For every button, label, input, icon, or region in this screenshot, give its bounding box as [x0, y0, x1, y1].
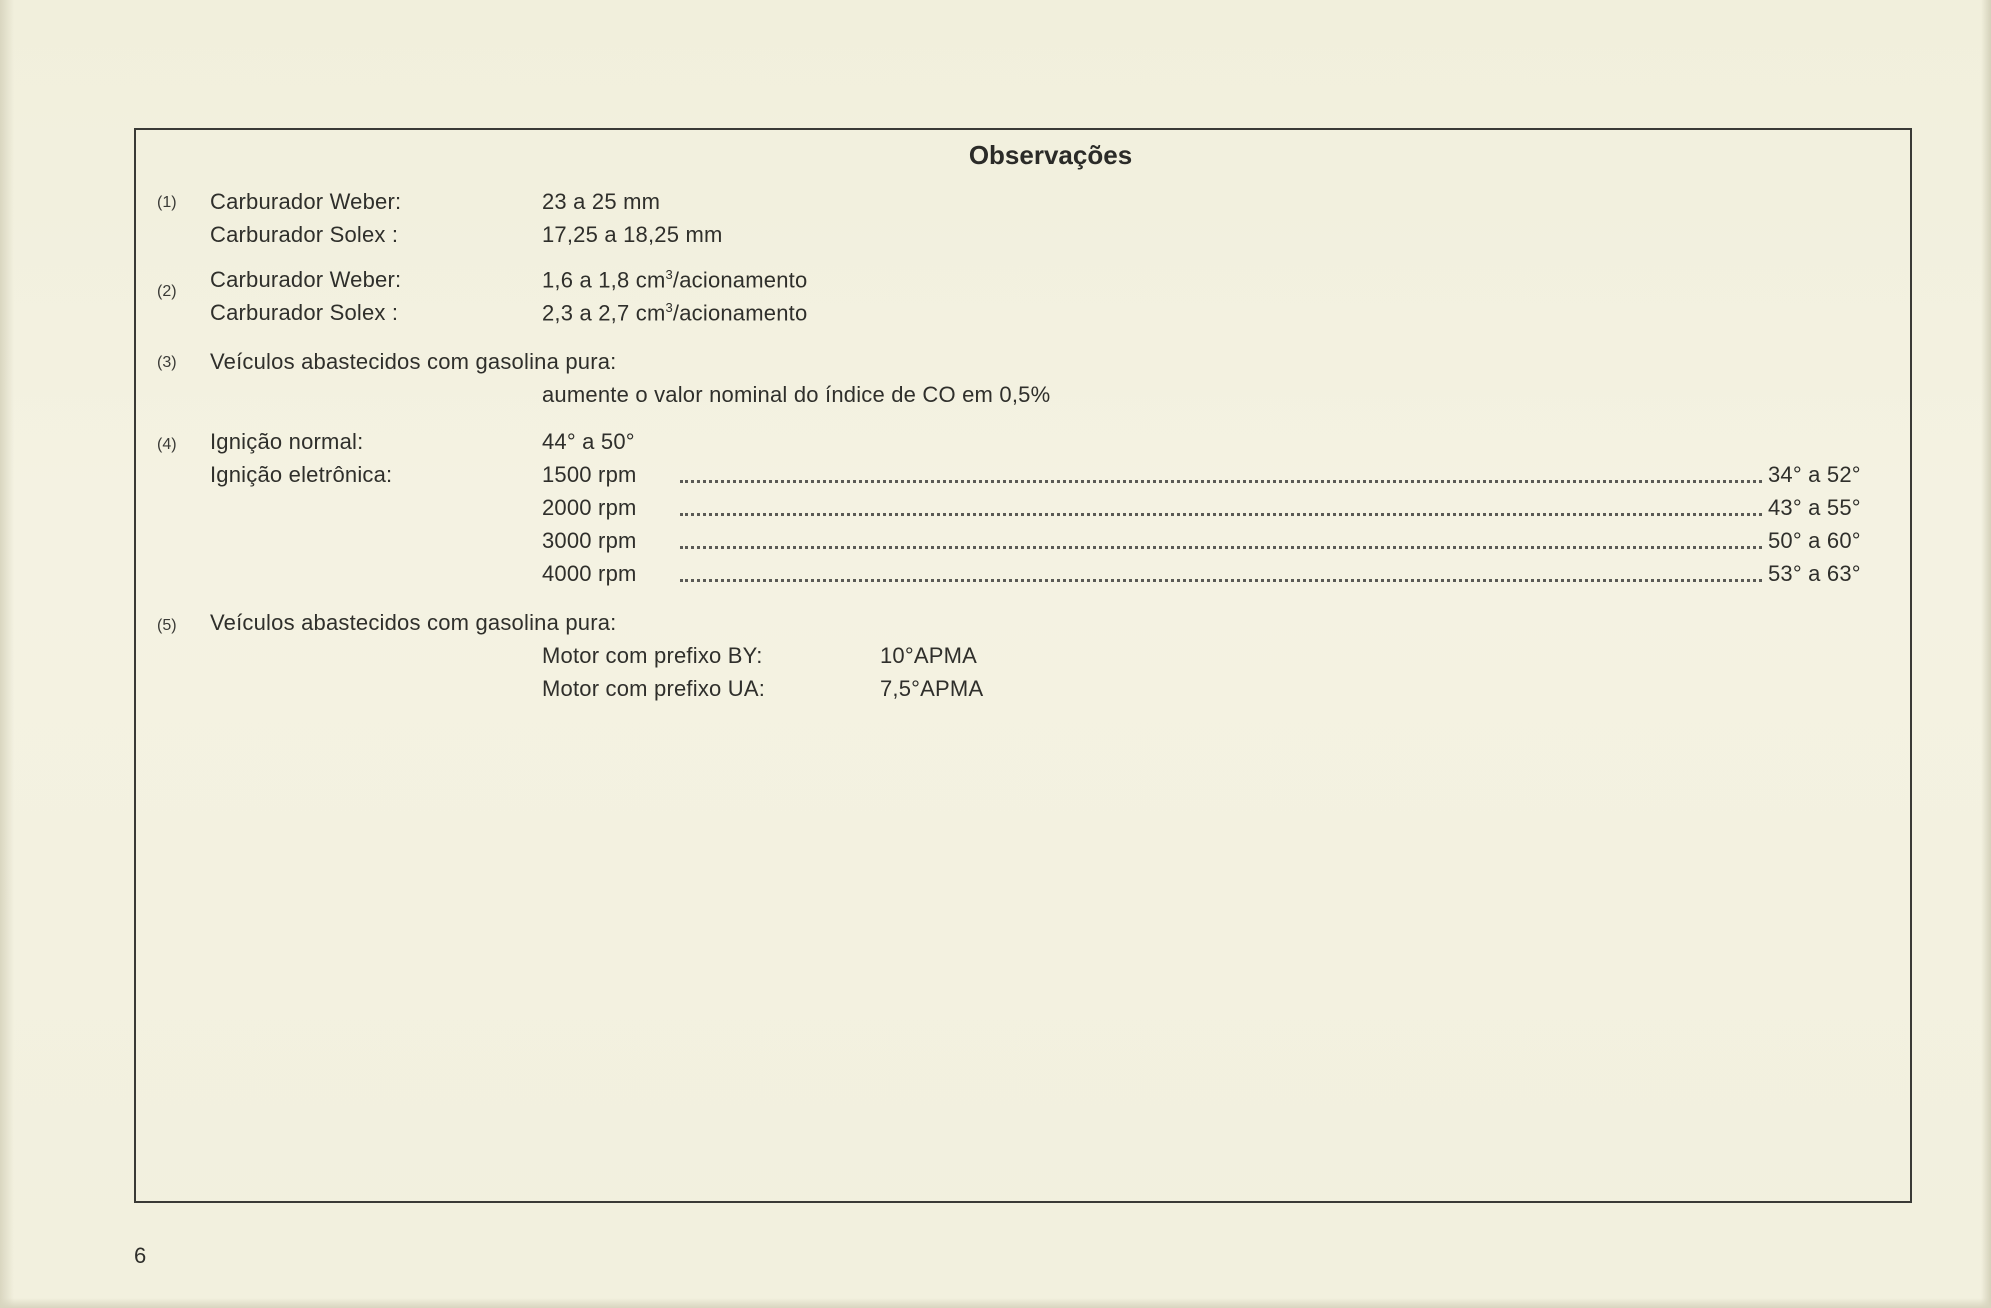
page-edge-right: [1981, 0, 1991, 1308]
dot-leader: [680, 544, 1762, 549]
note-marker-4: (4): [157, 436, 177, 453]
note-marker-2: (2): [157, 283, 177, 300]
note3-lead: Veículos abastecidos com gasolina pura:: [210, 349, 617, 374]
note1-value-solex: 17,25 a 18,25 mm: [542, 222, 723, 247]
rpm-range-4000: 53° a 63°: [1768, 561, 1861, 586]
note2-value-solex: 2,3 a 2,7 $cm^3$/acionamento: [542, 300, 808, 326]
note5-label-by: Motor com prefixo BY:: [542, 643, 763, 668]
rpm-range-3000: 50° a 60°: [1768, 528, 1861, 553]
dot-leader: [680, 511, 1762, 516]
note5-value-by: 10°APMA: [880, 643, 978, 668]
dot-leader: [680, 478, 1762, 483]
note4-electronic-label: Ignição eletrônica:: [210, 462, 393, 487]
note2-label-solex: Carburador Solex :: [210, 300, 399, 325]
note5-label-ua: Motor com prefixo UA:: [542, 676, 766, 701]
note-marker-3: (3): [157, 354, 177, 371]
page-title: Observações: [968, 140, 1133, 170]
note1-value-weber: 23 a 25 mm: [542, 189, 661, 214]
note1-label-solex: Carburador Solex :: [210, 222, 399, 247]
note4-normal-value: 44° a 50°: [542, 429, 635, 454]
note3-detail: aumente o valor nominal do índice de CO em 0,5%: [542, 382, 1051, 407]
note4-normal-label: Ignição normal:: [210, 429, 364, 454]
dot-leader: [680, 577, 1762, 582]
note2-label-weber: Carburador Weber:: [210, 267, 402, 292]
page-number: 6: [134, 1243, 147, 1268]
note5-lead: Veículos abastecidos com gasolina pura:: [210, 610, 617, 635]
note-marker-1: (1): [157, 194, 177, 211]
rpm-row-3000: 3000 rpm: [542, 528, 637, 553]
note1-label-weber: Carburador Weber:: [210, 189, 402, 214]
note-marker-5: (5): [157, 617, 177, 634]
note2-value-weber: 1,6 a 1,8 $cm^3$/acionamento: [542, 267, 808, 293]
page-edge-bottom: [0, 1298, 1991, 1308]
rpm-row-4000: 4000 rpm: [542, 561, 637, 586]
rpm-range-2000: 43° a 55°: [1768, 495, 1861, 520]
note5-value-ua: 7,5°APMA: [880, 676, 984, 701]
rpm-row-1500: 1500 rpm: [542, 462, 637, 487]
rpm-row-2000: 2000 rpm: [542, 495, 637, 520]
page-edge-left: [0, 0, 14, 1308]
rpm-range-1500: 34° a 52°: [1768, 462, 1861, 487]
